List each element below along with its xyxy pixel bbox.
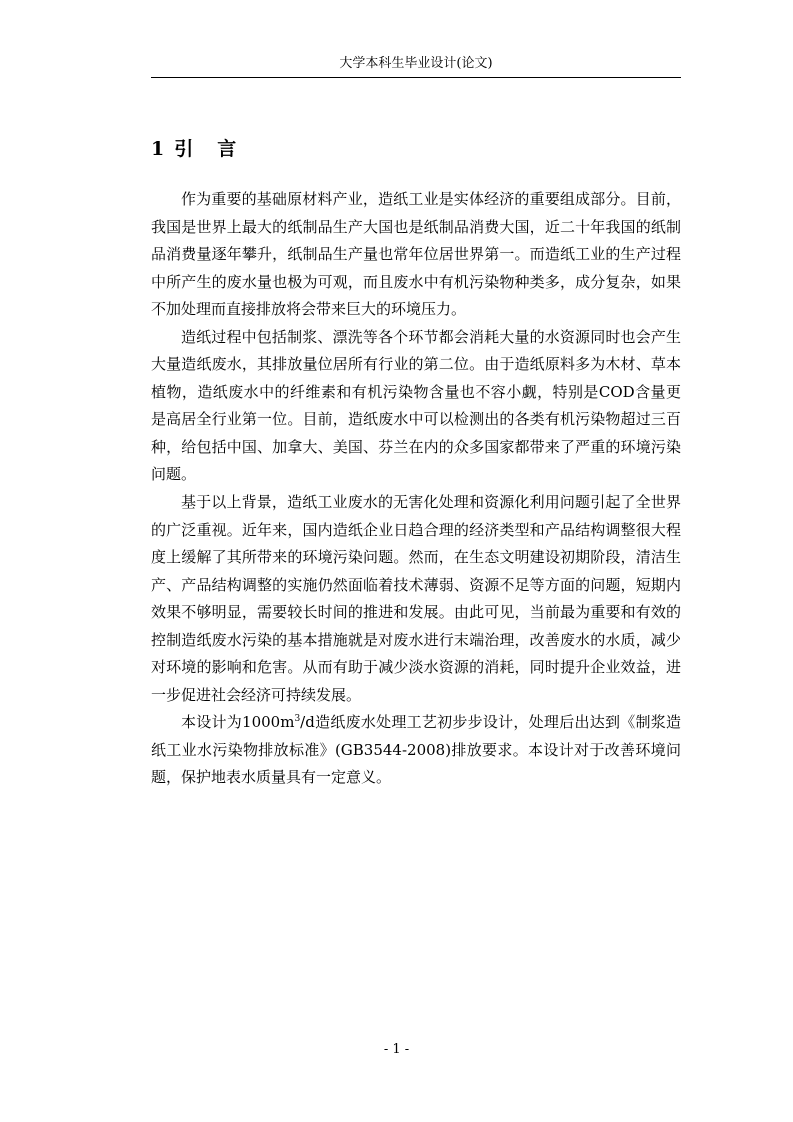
paragraph-3: 基于以上背景，造纸工业废水的无害化处理和资源化利用问题引起了全世界的广泛重视。近年来，国内造纸企业日趋合理的经济类型和产品结构调整很大程度上缓解了其所带来的环境污染问题。然而，在生态文明建设初期阶段，清洁生产、产品结构调整的实施仍然面临着技术薄弱、资源不足等方面的问题，短期内效果不够明显，需要较长时间的推进和发展。由此可见，当前最为重要和有效的控制造纸废水污染的基本措施就是对废水进行末端治理，改善废水的水质，减少对环境的影响和危害。从而有助于减少淡水资源的消耗，同时提升企业效益，进一步促进社会经济可持续发展。 — [151, 493, 681, 704]
chapter-heading — [151, 136, 236, 162]
paragraph-1: 作为重要的基础原材料产业，造纸工业是实体经济的重要组成部分。目前，我国是世界上最大的纸制品生产大国也是纸制品消费大国，近二十年我国的纸制品消费量逐年攀升，纸制品生产量也常年位居世界第一。而造纸工业的生产过程中所产生的废水量也极为可观，而且废水中有机污染物种类多，成分复杂，如果不加处理而直接排放将会带来巨大的环境压力。 — [151, 190, 681, 319]
body-text — [151, 186, 681, 792]
page-footer — [0, 1042, 793, 1057]
chapter-title-char-1: 引 — [174, 138, 194, 160]
header-title: 大学本科生毕业设计(论文) — [339, 56, 493, 71]
chapter-number: 1 — [151, 138, 165, 160]
paragraph-4-start: 本设计为1000m — [181, 713, 295, 732]
paragraph-2: 造纸过程中包括制浆、漂洗等各个环节都会消耗大量的水资源同时也会产生大量造纸废水，其排放量位居所有行业的第二位。由于造纸原料多为木材、草本植物，造纸废水中的纤维素和有机污染物含量也不容小觑，特别是COD含量更是高居全行业第一位。目前，造纸废水中可以检测出的各类有机污染物超过三百种，给包括中国、加拿大、美国、芬兰在内的众多国家都带来了严重的环境污染问题。 — [151, 327, 681, 484]
page-number: - 1 - — [383, 1042, 410, 1057]
paragraph-4 — [151, 709, 681, 792]
chapter-title-char-2: 言 — [217, 138, 237, 160]
page-header — [151, 56, 681, 78]
paragraph-4-end: /d造纸废水处理工艺初步步设计，处理后出达到《制浆造纸工业水污染物排放标准》(GB3544-2008)排放要求。本设计对于改善环境问题，保护地表水质量具有一定意义。 — [151, 713, 681, 787]
superscript-3: 3 — [294, 714, 301, 725]
